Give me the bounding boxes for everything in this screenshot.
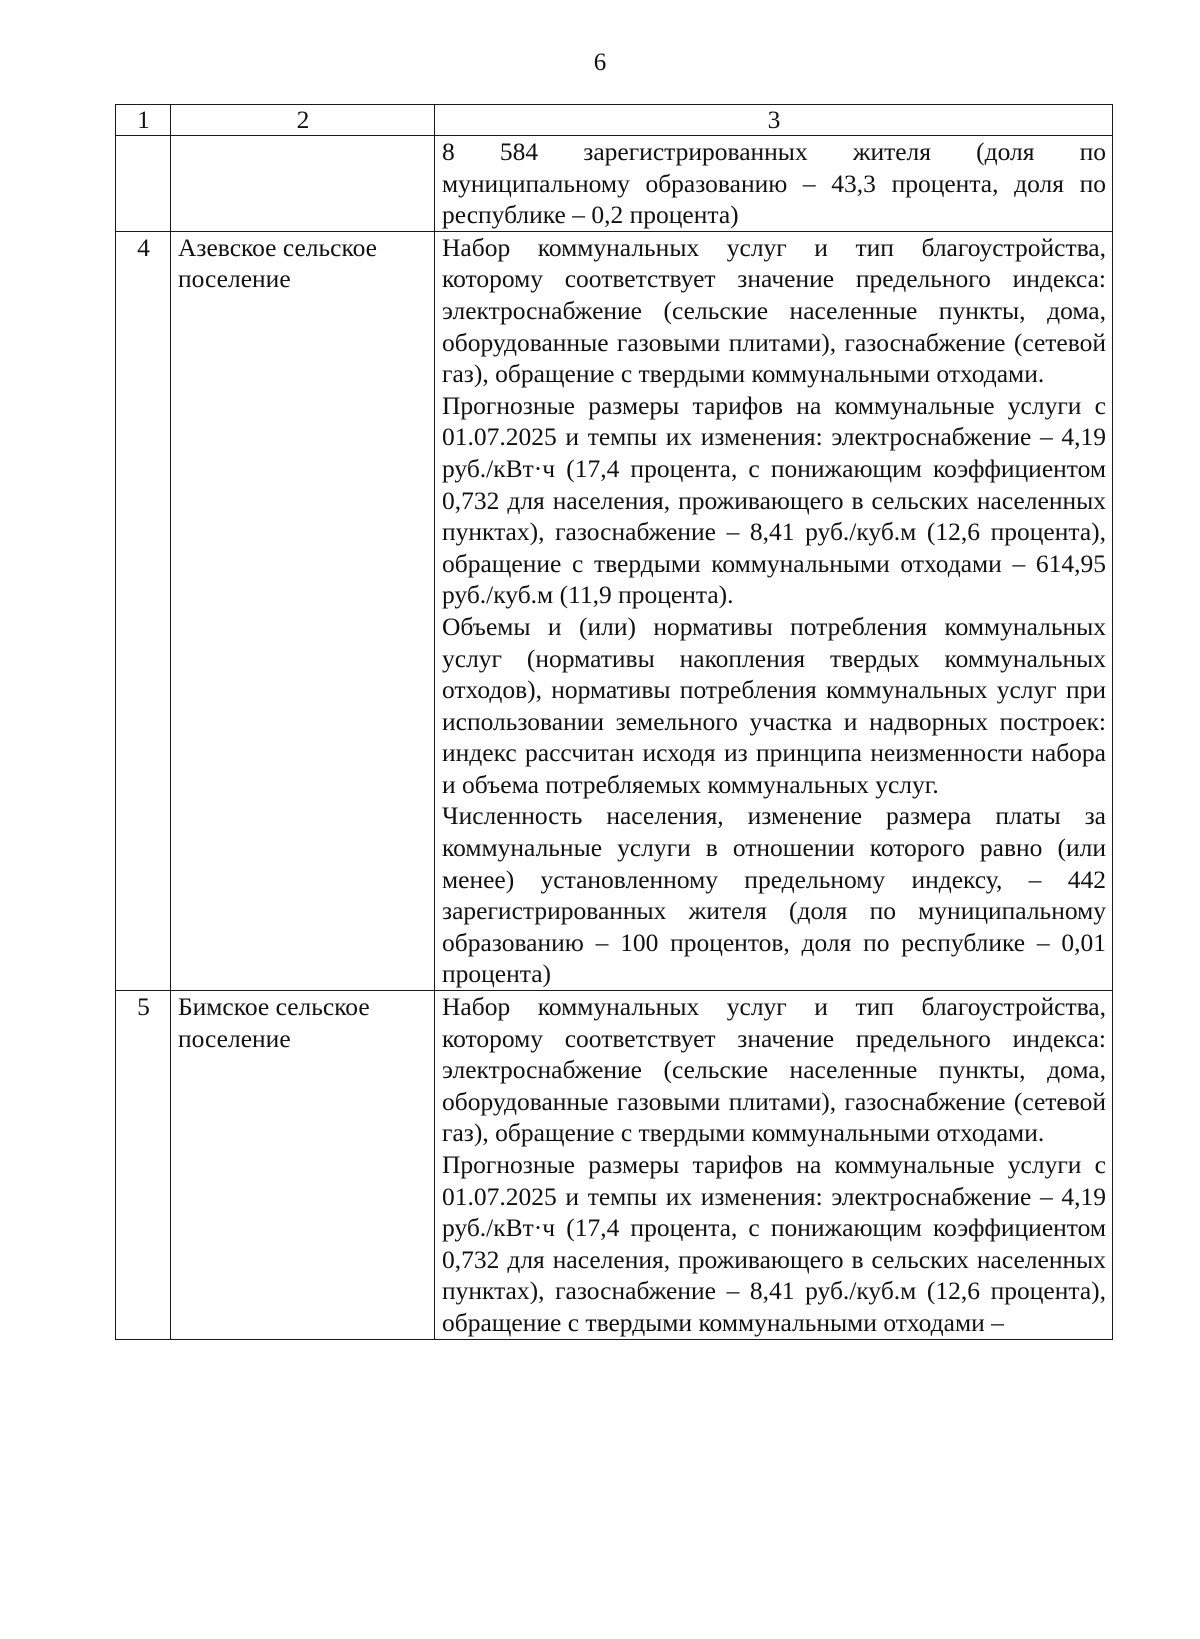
description-paragraph: Объемы и (или) нормативы потребления коммунальных услуг (нормативы накопления твердых коммунальных отходов), нормативы потребления коммунальных услуг при использовании земельного участка и надворных построек: индекс рассчитан исходя из принципа неизменности набора и объема потребляемых коммунальных услуг. xyxy=(442,611,1106,799)
description-paragraph: Численность населения, изменение размера платы за коммунальные услуги в отношении которого равно (или менее) установленному предельному индексу, – 442 зарегистрированных жителя (доля по муниципальному образованию – 100 процентов, доля по республике – 0,01 процента) xyxy=(442,801,1106,989)
description-paragraph: Набор коммунальных услуг и тип благоустройства, которому соответствует значение предельного индекса: электроснабжение (сельские населенные пункты, дома, оборудованные газовыми плитами), газоснабжение (сетевой газ), обращение с твердыми коммунальными отходами. xyxy=(442,232,1106,389)
row-description-cell xyxy=(435,991,1113,1340)
table-header-row xyxy=(116,105,1113,136)
row-number-cell: 4 xyxy=(116,231,171,990)
table-row-continuation xyxy=(116,136,1113,232)
row-description-cell xyxy=(435,231,1113,990)
header-cell-3: 3 xyxy=(435,105,1113,136)
description-paragraph: Набор коммунальных услуг и тип благоустройства, которому соответствует значение предельного индекса: электроснабжение (сельские населенные пункты, дома, оборудованные газовыми плитами), газоснабжение (сетевой газ), обращение с твердыми коммунальными отходами. xyxy=(442,992,1106,1148)
settlement-name-cell: Бимское сельское поселение xyxy=(171,991,435,1340)
table-row xyxy=(116,991,1113,1340)
header-cell-2: 2 xyxy=(171,105,435,136)
row-number-cell xyxy=(116,136,171,232)
row-description-cell xyxy=(435,136,1113,232)
header-cell-1: 1 xyxy=(116,105,171,136)
tariff-table xyxy=(115,104,1113,1340)
settlement-name-cell xyxy=(171,136,435,232)
table-row xyxy=(116,231,1113,990)
description-paragraph: Прогнозные размеры тарифов на коммунальные услуги с 01.07.2025 и темпы их изменения: электроснабжение – 4,19 руб./кВт·ч (17,4 процента, с понижающим коэффициентом 0,732 для населения, проживающего в сельских населенных пунктах), газоснабжение – 8,41 руб./куб.м (12,6 процента), обращение с твердыми коммунальными отходами – 614,95 руб./куб.м (11,9 процента). xyxy=(442,390,1106,610)
row-number-cell: 5 xyxy=(116,991,171,1340)
description-paragraph: Прогнозные размеры тарифов на коммунальные услуги с 01.07.2025 и темпы их изменения: электроснабжение – 4,19 руб./кВт·ч (17,4 процента, с понижающим коэффициентом 0,732 для населения, проживающего в сельских населенных пунктах), газоснабжение – 8,41 руб./куб.м (12,6 процента), обращение с твердыми коммунальными отходами – xyxy=(442,1150,1106,1337)
page-number: 6 xyxy=(593,49,607,76)
description-paragraph: 8 584 зарегистрированных жителя (доля по муниципальному образованию – 43,3 процента, доля по республике – 0,2 процента) xyxy=(442,137,1106,230)
settlement-name-cell: Азевское сельское поселение xyxy=(171,231,435,990)
